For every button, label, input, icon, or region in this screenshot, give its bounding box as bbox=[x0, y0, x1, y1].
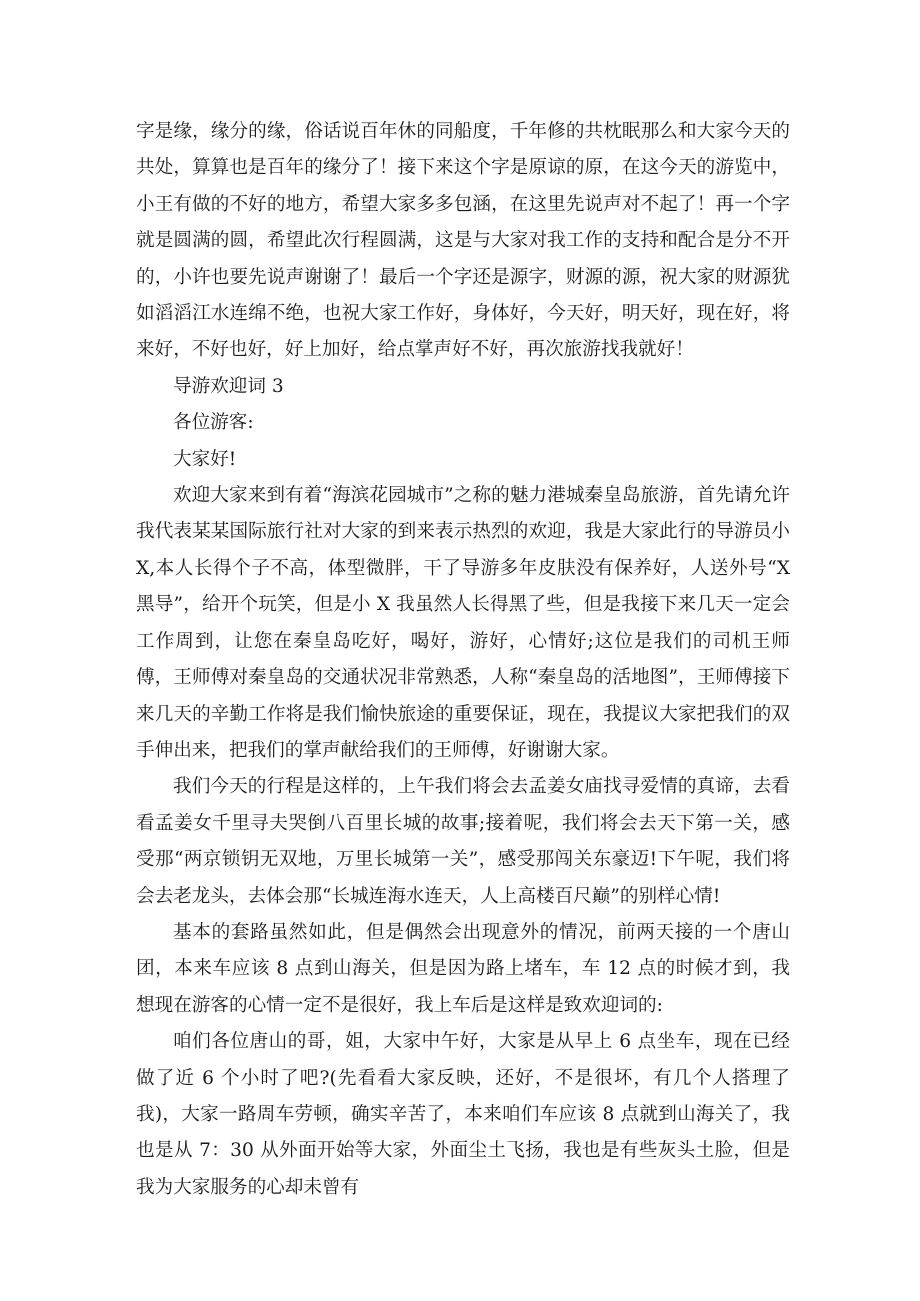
paragraph-itinerary: 我们今天的行程是这样的，上午我们将会去孟姜女庙找寻爱情的真谛，去看看孟姜女千里寻夫哭倒八百里长城的故事;接着呢，我们将会去天下第一关，感受那“两京锁钥无双地，万里长城第一关”，感受那闯关东豪迈!下午呢，我们将会去老龙头，去体会那“长城连海水连天，人上高楼百尺巅”的别样心情! bbox=[136, 776, 790, 907]
paragraph-welcome: 欢迎大家来到有着“海滨花园城市”之称的魅力港城秦皇岛旅游，首先请允许我代表某某国际旅行社对大家的到来表示热烈的欢迎，我是大家此行的导游员小 X,本人长得个子不高，体型微胖，干了导游多年皮肤没有保养好，人送外号“X 黑导”，给开个玩笑，但是小 X 我虽然人长得黑了些，但是我接下来几天一定会工作周到，让您在秦皇岛吃好，喝好，游好，心情好;这位是我们的司机王师傅，王师傅对秦皇岛的交通状况非常熟悉，人称“秦皇岛的活地图”，王师傅接下来几天的辛勤工作将是我们愉快旅途的重要保证，现在，我提议大家把我们的双手伸出来，把我们的掌声献给我们的王师傅，好谢谢大家。 bbox=[136, 485, 790, 761]
greeting: 大家好! bbox=[173, 448, 237, 470]
paragraph-exception: 基本的套路虽然如此，但是偶然会出现意外的情况，前两天接的一个唐山团，本来车应该 8 点到山海关，但是因为路上堵车，车 12 点的时候才到，我想现在游客的心情一定不是很好，我上车后是这样是致欢迎词的: bbox=[136, 921, 790, 1016]
document-body bbox=[136, 114, 790, 1206]
paragraph-speech: 咱们各位唐山的哥，姐，大家中午好，大家是从早上 6 点坐车，现在已经做了近 6 个小时了吧?(先看看大家反映，还好，不是很坏，有几个人搭理了我)，大家一路周车劳顿，确实辛苦了，本来咱们车应该 8 点就到山海关了，我也是从 7：30 从外面开始等大家，外面尘土飞扬，我也是有些灰头土脸，但是我为大家服务的心却未曾有 bbox=[136, 1031, 790, 1198]
salutation: 各位游客: bbox=[173, 412, 254, 434]
paragraph-1: 字是缘，缘分的缘，俗话说百年休的同船度，千年修的共枕眠那么和大家今天的共处，算算也是百年的缘分了！接下来这个字是原谅的原，在这今天的游览中，小王有做的不好的地方，希望大家多多包涵，在这里先说声对不起了！再一个字就是圆满的圆，希望此次行程圆满，这是与大家对我工作的支持和配合是分不开的，小许也要先说声谢谢了！最后一个字还是源字，财源的源，祝大家的财源犹如滔滔江水连绵不绝，也祝大家工作好，身体好，今天好，明天好，现在好，将来好，不好也好，好上加好，给点掌声好不好，再次旅游找我就好！ bbox=[136, 121, 790, 361]
section-heading: 导游欢迎词 3 bbox=[173, 375, 284, 397]
